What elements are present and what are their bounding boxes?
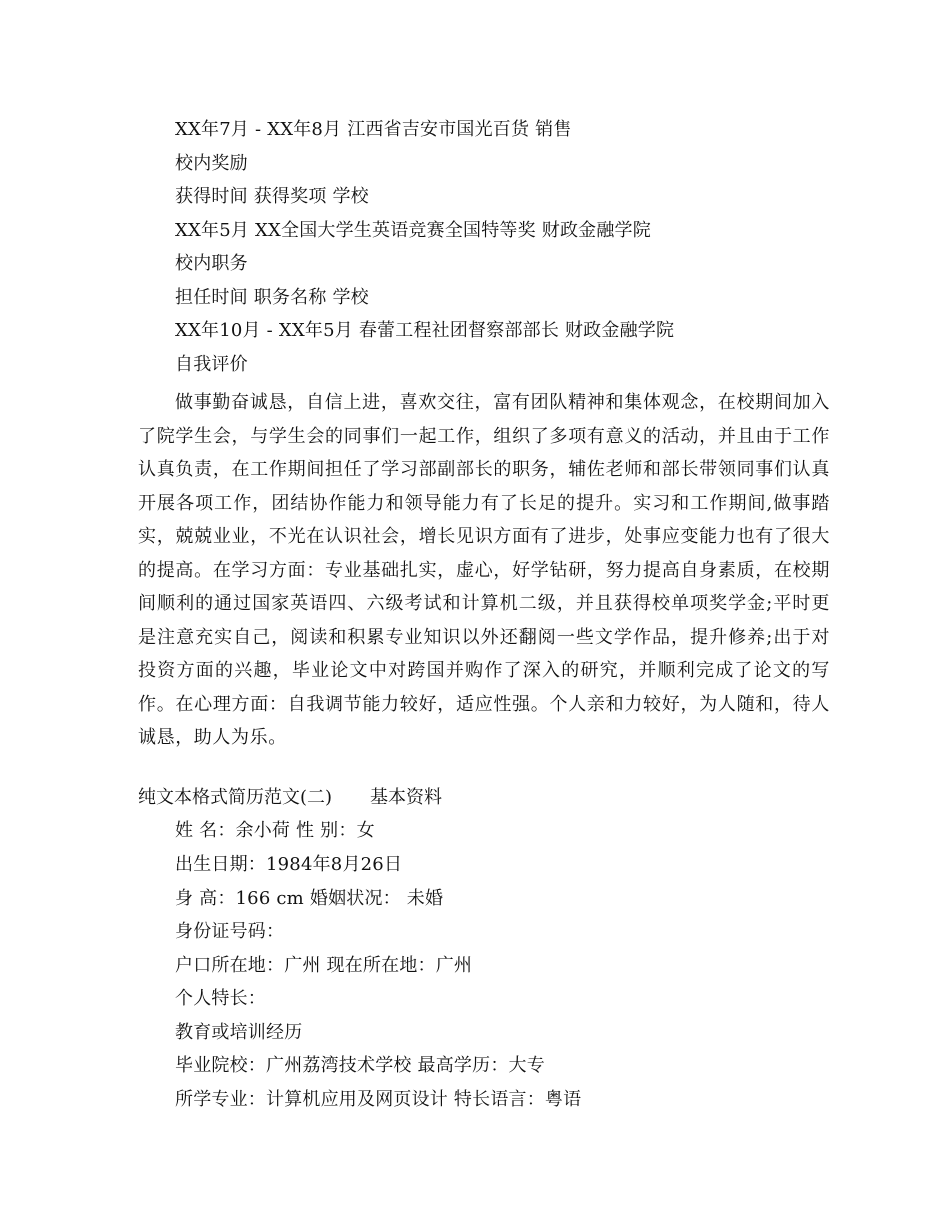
self-evaluation-title: 自我评价: [175, 354, 248, 375]
education-title: 教育或培训经历: [175, 1022, 303, 1043]
height-marital: 身 高：166 cm 婚姻状况： 未婚: [175, 888, 444, 909]
positions-header: 担任时间 职务名称 学校: [175, 287, 369, 308]
major-language: 所学专业：计算机应用及网页设计 特长语言：粤语: [175, 1089, 582, 1110]
positions-section-title: 校内职务: [175, 253, 248, 274]
id-number: 身份证号码：: [175, 921, 285, 942]
self-evaluation-text: 做事勤奋诚恳，自信上进，喜欢交往，富有团队精神和集体观念，在校期间加入了院学生会，与学生会的同事们一起工作，组织了多项有意义的活动，并且由于工作认真负责，在工作期间担任了学习部副部长的职务，辅佐老师和部长带领同事们认真开展各项工作，团结协作能力和领导能力有了长足的提升。实习和工作期间,做事踏实，兢兢业业，不光在认识社会，增长见识方面有了进步，处事应变能力也有了很大的提高。在学习方面：专业基础扎实，虚心，好学钻研，努力提高自身素质，在校期间顺利的通过国家英语四、六级考试和计算机二级，并且获得校单项奖学金;平时更是注意充实自己，阅读和积累专业知识以外还翻阅一些文学作品，提升修养;出于对投资方面的兴趣，毕业论文中对跨国并购作了深入的研究，并顺利完成了论文的写作。在心理方面：自我调节能力较好，适应性强。个人亲和力较好，为人随和，待人诚恳，助人为乐。: [138, 392, 830, 748]
resume-two-heading: [138, 786, 442, 810]
school-degree: 毕业院校：广州荔湾技术学校 最高学历：大专: [175, 1055, 545, 1076]
specialty: 个人特长：: [175, 988, 266, 1009]
name-gender: 姓 名：余小荷 性 别：女: [175, 820, 375, 841]
work-experience-row: XX年7月 - XX年8月 江西省吉安市国光百货 销售: [175, 119, 572, 140]
birth-date: 出生日期：1984年8月26日: [175, 854, 403, 875]
awards-row: XX年5月 XX全国大学生英语竞赛全国特等奖 财政金融学院: [175, 220, 651, 241]
residence: 户口所在地：广州 现在所在地：广州: [175, 955, 473, 976]
awards-header: 获得时间 获得奖项 学校: [175, 186, 369, 207]
basic-info-title: 基本资料: [370, 787, 443, 808]
resume-two-title: 纯文本格式简历范文(二): [138, 787, 333, 808]
awards-section-title: 校内奖励: [175, 153, 248, 174]
positions-row: XX年10月 - XX年5月 春蕾工程社团督察部部长 财政金融学院: [175, 320, 675, 341]
